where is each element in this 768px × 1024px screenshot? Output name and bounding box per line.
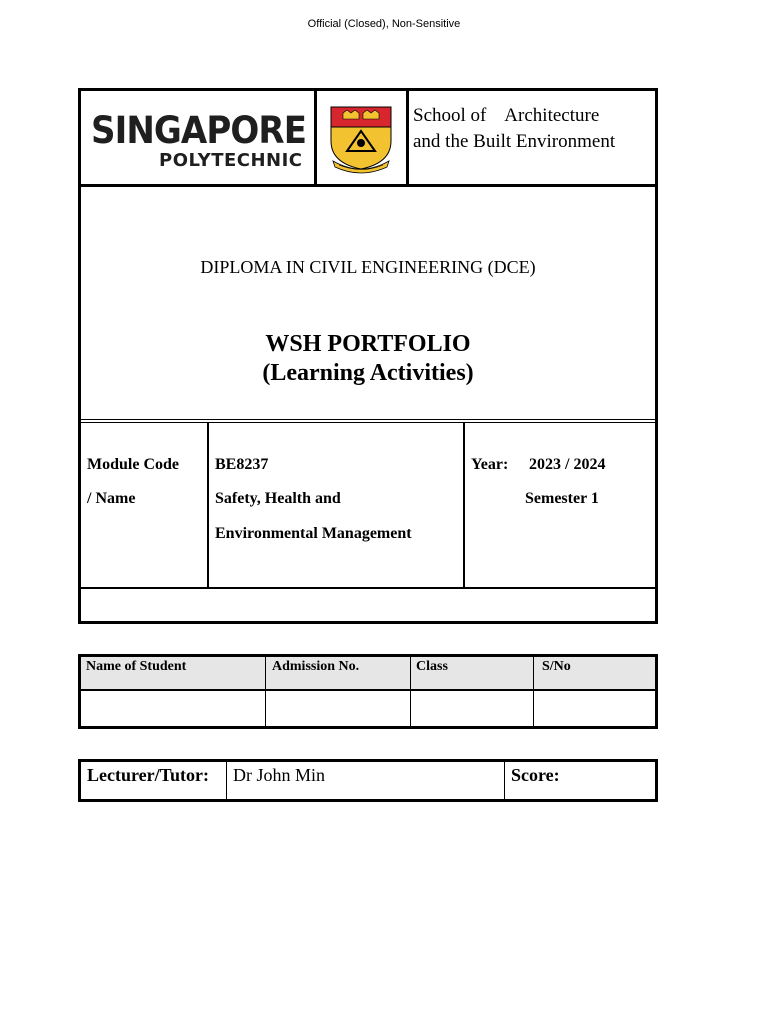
portfolio-title-line-2: (Learning Activities) (262, 360, 474, 386)
student-name-field[interactable] (81, 691, 265, 726)
module-value-cell (209, 423, 465, 587)
portfolio-title (81, 330, 655, 388)
semester: Semester 1 (525, 490, 599, 507)
header-s-no: S/No (542, 659, 571, 674)
column-divider (226, 762, 227, 799)
classification-note: Official (Closed), Non-Sensitive (307, 18, 461, 30)
s-no-field[interactable] (534, 691, 655, 726)
score-label: Score: (511, 765, 560, 785)
module-label-line-2: / Name (87, 490, 136, 507)
lecturer-table (78, 759, 658, 802)
module-name-line-1: Safety, Health and (215, 490, 341, 507)
year-value: 2023 / 2024 (529, 456, 606, 473)
column-divider (504, 762, 505, 799)
logo-line-1: SINGAPORE (91, 109, 307, 152)
school-line-1: School of Architecture (413, 105, 600, 126)
diploma-title: DIPLOMA IN CIVIL ENGINEERING (DCE) (200, 257, 536, 277)
title-area (81, 187, 655, 421)
school-line-2: and the Built Environment (413, 131, 616, 152)
year-cell (465, 423, 655, 587)
school-name (413, 103, 653, 155)
module-row (81, 423, 655, 589)
crest (317, 91, 409, 184)
student-table-header (81, 657, 655, 691)
admission-no-field[interactable] (266, 691, 410, 726)
header-name-of-student: Name of Student (86, 659, 187, 674)
student-info-table (78, 654, 658, 729)
portfolio-title-line-1: WSH PORTFOLIO (265, 331, 471, 357)
header-row (81, 91, 655, 187)
polytechnic-logo (81, 91, 317, 184)
module-label-line-1: Module Code (87, 456, 179, 473)
cover-frame (78, 88, 658, 624)
lecturer-name: Dr John Min (233, 765, 326, 785)
header-admission-no: Admission No. (272, 659, 360, 674)
module-name-line-2: Environmental Management (215, 525, 412, 542)
crest-icon (325, 103, 397, 175)
header-class: Class (416, 659, 448, 674)
lecturer-label: Lecturer/Tutor: (87, 765, 209, 785)
year-label: Year: (471, 456, 509, 473)
class-field[interactable] (411, 691, 533, 726)
logo-line-2: POLYTECHNIC (159, 150, 303, 171)
module-label-cell (81, 423, 209, 587)
module-code: BE8237 (215, 456, 269, 473)
